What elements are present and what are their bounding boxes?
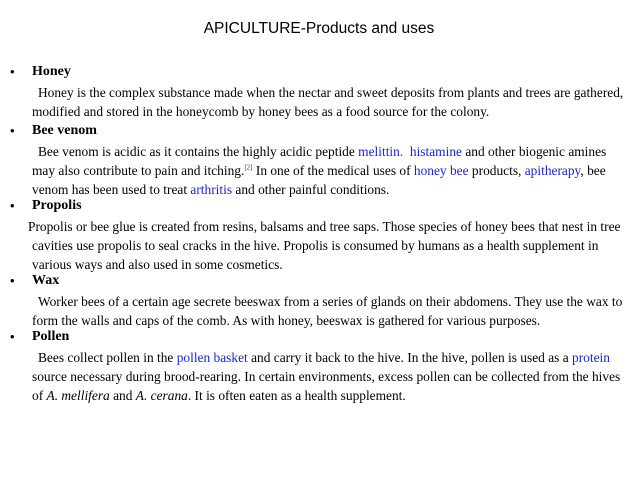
link-protein[interactable]: protein xyxy=(572,350,610,365)
paragraph-bee-venom: Bee venom is acidic as it contains the highly acidic peptide melittin. histamine and other biogenic amines may also contribute to pain and itching.[2] In one of the medical uses of honey bee products, apitherapy, bee venom has been used to treat arthritis and other painful conditions. xyxy=(32,144,607,197)
link-apitherapy[interactable]: apitherapy xyxy=(524,163,581,178)
bullet-icon: • xyxy=(10,198,15,213)
heading-propolis: Propolis xyxy=(32,198,82,213)
paragraph-honey: Honey is the complex substance made when the nectar and sweet deposits from plants and trees are gathered, modified and stored in the honeycomb by honey bees as a food source for the colony. xyxy=(32,85,624,119)
heading-wax: Wax xyxy=(32,273,60,288)
heading-pollen: Pollen xyxy=(32,329,70,344)
link-pollen-basket[interactable]: pollen basket xyxy=(176,350,248,365)
link-arthritis[interactable]: arthritis xyxy=(190,182,233,197)
heading-bee-venom: Bee venom xyxy=(32,123,97,138)
bullet-icon: • xyxy=(10,329,15,344)
bullet-icon: • xyxy=(10,123,15,138)
heading-honey: Honey xyxy=(32,64,71,79)
link-honey-bee[interactable]: honey bee xyxy=(413,163,469,178)
species-name: A. mellifera xyxy=(46,388,110,403)
citation-link[interactable]: [2] xyxy=(244,163,253,172)
species-name: A. cerana xyxy=(135,388,188,403)
link-melittin[interactable]: melittin. xyxy=(358,144,404,159)
paragraph-propolis: Propolis or bee glue is created from resins, balsams and tree saps. Those species of honey bees that nest in tree cavities use propolis to seal cracks in the hive. Propolis is consumed by humans as a health supplement in various ways and also used in some cosmetics. xyxy=(28,219,621,272)
paragraph-pollen: Bees collect pollen in the pollen basket and carry it back to the hive. In the hive, pollen is used as a protein source necessary during brood-rearing. In certain environments, excess pollen can be collected from the hives of A. mellifera and A. cerana. It is often eaten as a health supplement. xyxy=(32,350,621,403)
paragraph-wax: Worker bees of a certain age secrete beeswax from a series of glands on their abdomens. They use the wax to form the walls and caps of the comb. As with honey, beeswax is gathered for various purposes. xyxy=(32,294,623,328)
bullet-icon: • xyxy=(10,273,15,288)
slide-title: APICULTURE-Products and uses xyxy=(203,20,435,37)
link-histamine[interactable]: histamine xyxy=(409,144,462,159)
bullet-icon: • xyxy=(10,64,15,79)
